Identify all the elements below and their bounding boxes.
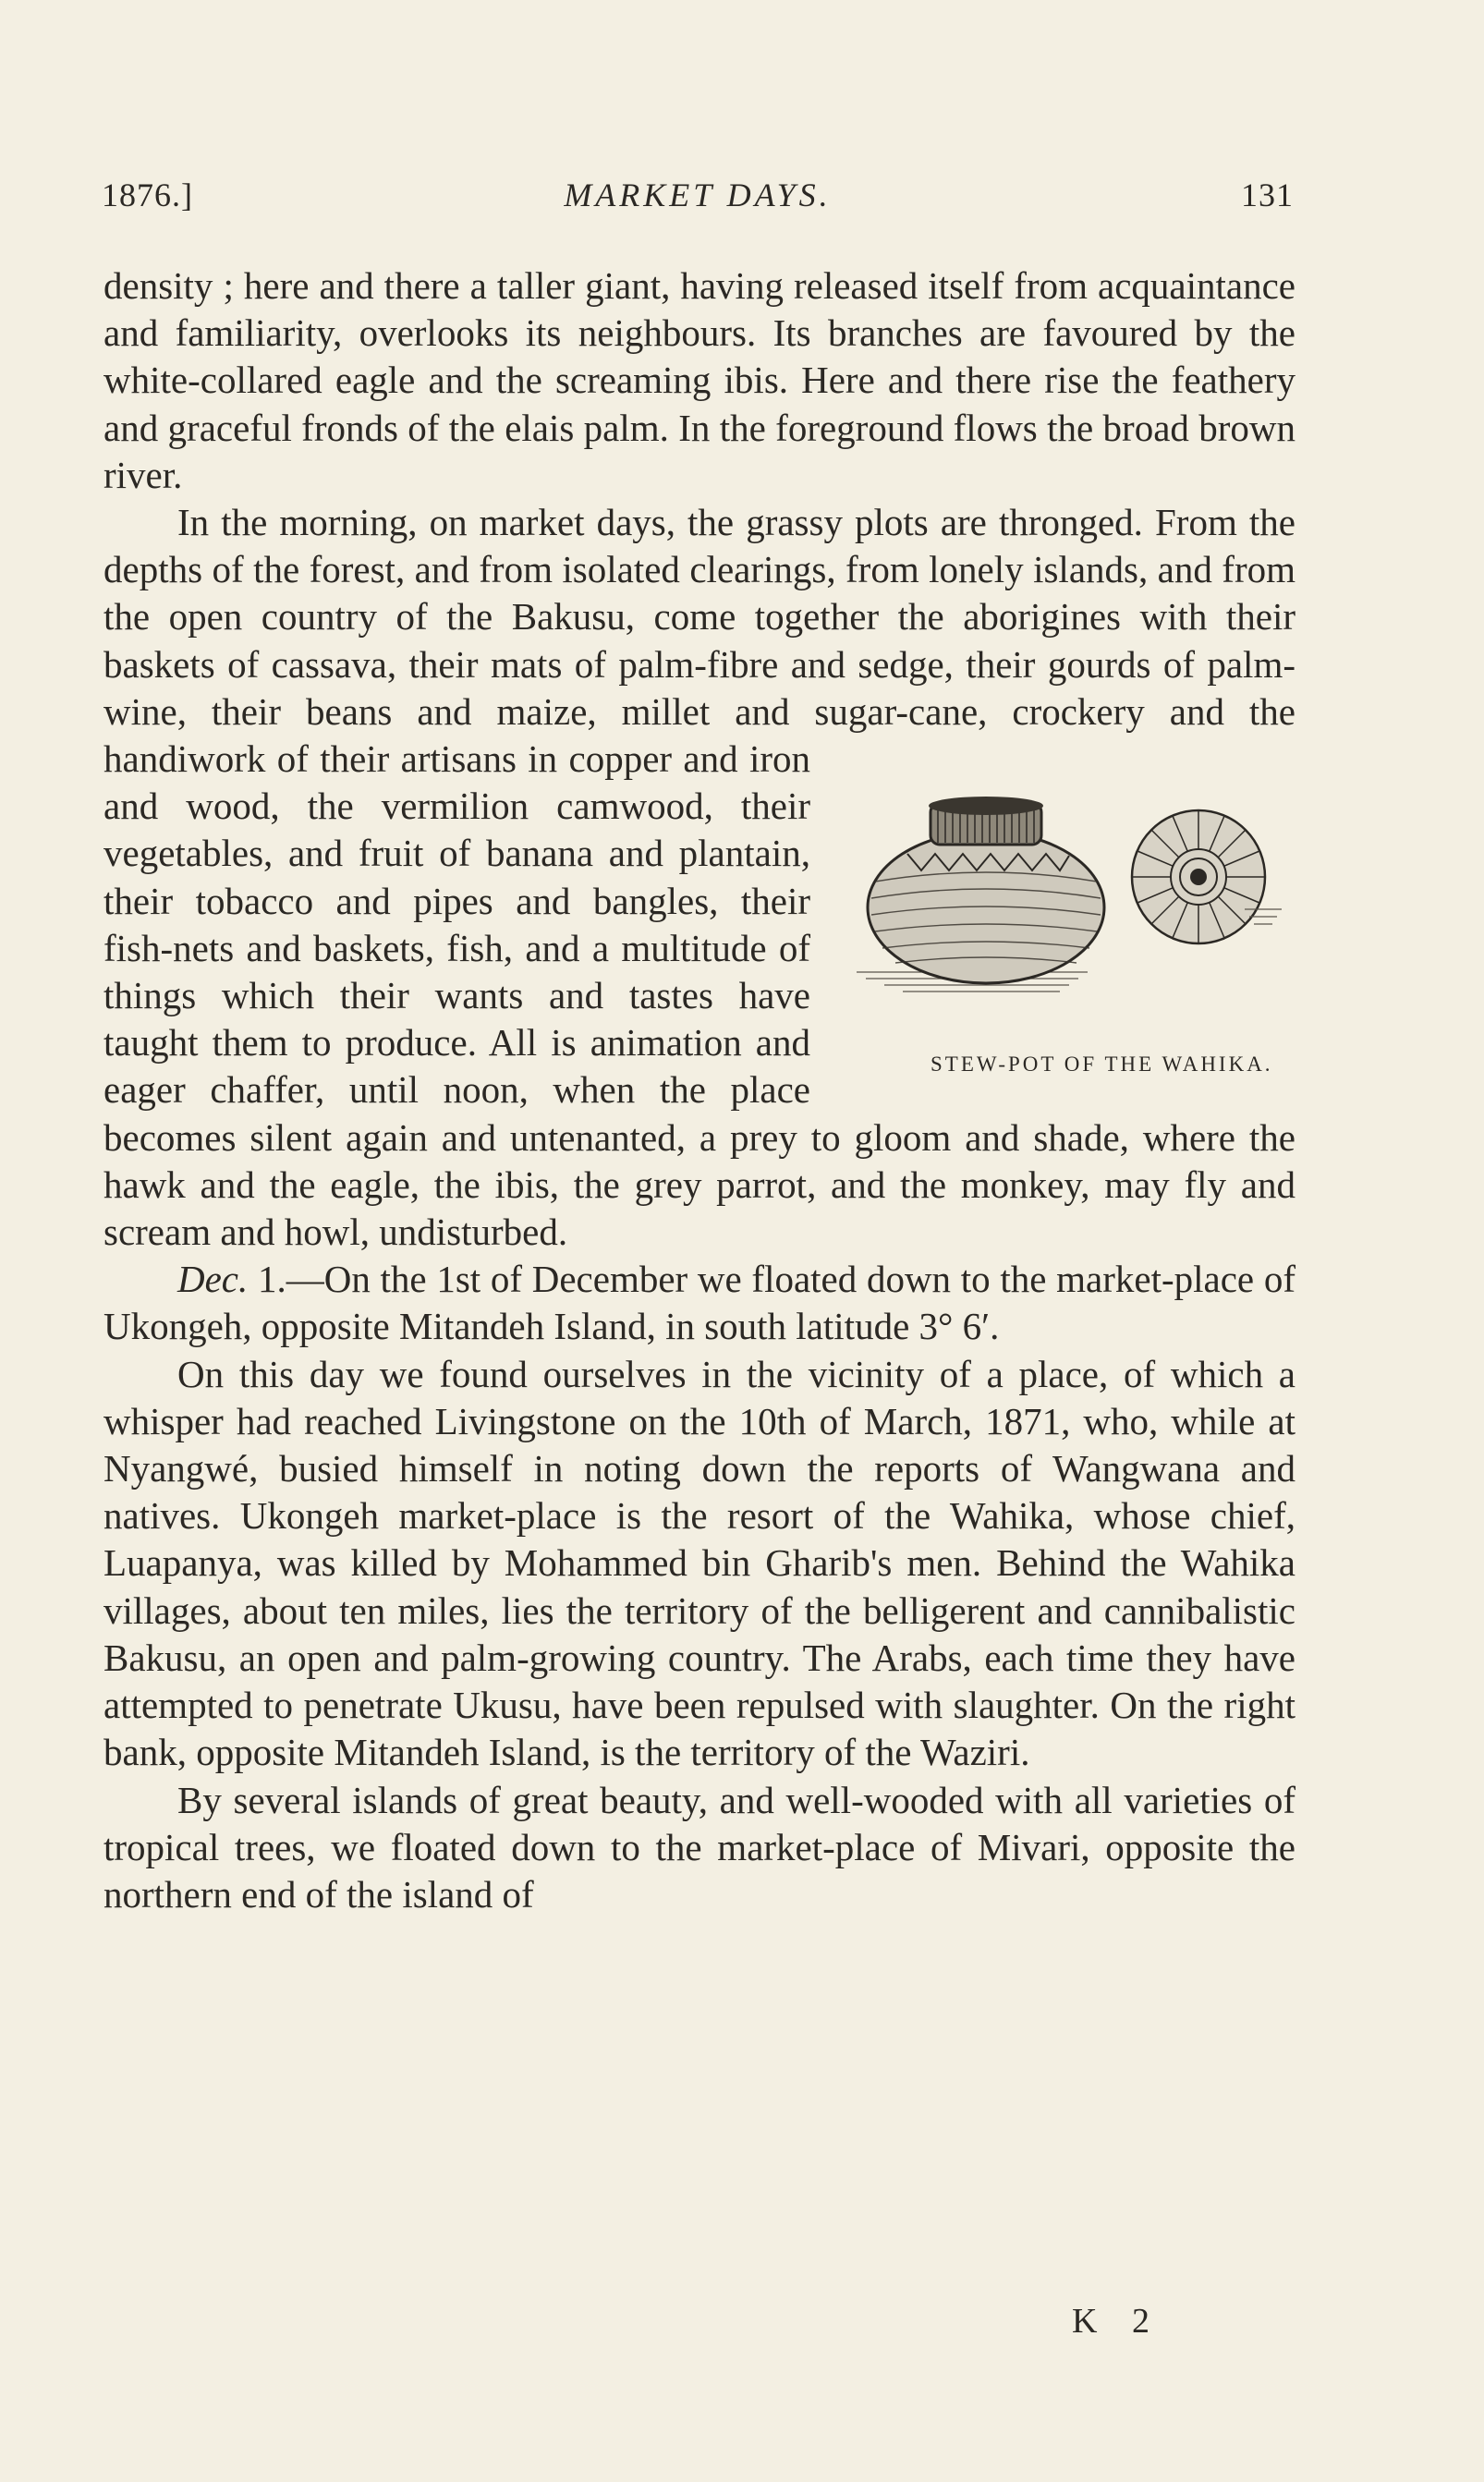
paragraph-3-text: 1.—On the 1st of December we floated down to the market-place of Ukongeh, opposite Mitandeh Island, in south latitude 3° 6′. bbox=[103, 1258, 1295, 1348]
running-title: MARKET DAYS. bbox=[564, 176, 832, 213]
page-number: 131 bbox=[1241, 176, 1294, 213]
stew-pot-illustration bbox=[838, 752, 1295, 1029]
paragraph-2-lead: In the morning, on market days, the grassy plots are thronged. From the depths of the forest, and from isolated clearings, from lonely islands, and from the open country of the Bakusu, come together the aborigines with their baskets of cassava, their mats of palm-fibre and sedge, their gourds of palm-wine, their beans and maize, millet and sugar-cane, bbox=[103, 501, 1295, 733]
paragraph-2-rest: crockery and the handiwork of their artisans in copper and iron and wood, the vermilion camwood, their vegetables, and fruit of banana and plantain, their tobacco and pipes and bangles, their fish-nets and baskets, fish, and a multitude of things which their wants and tastes have taught them to produce. All is animation and eager chaffer, until noon, when the place becomes silent again and untenanted, a prey to gloom and shade, where the hawk and the eagle, the ibis, the grey parrot, and the monkey, may fly and scream and howl, undisturbed. bbox=[103, 689, 1296, 1254]
paragraph-5: By several islands of great beauty, and well-wooded with all varieties of tropical trees, we floated down to the market-place of Mivari, opposite the northern end of the island of bbox=[103, 1778, 1295, 1916]
paragraph-3 bbox=[103, 1256, 1295, 1350]
signature-mark: K 2 bbox=[1072, 2302, 1162, 2341]
figure-caption: STEW-POT OF THE WAHIKA. bbox=[931, 1052, 1273, 1077]
paragraph-1: density ; here and there a taller giant, having released itself from acquaintance and familiarity, overlooks its neighbours. Its branches are favoured by the white-collared eagle and the screaming ibis. Here and there rise the feathery and graceful fronds of the elais palm. In the foreground flows the broad brown river. bbox=[103, 264, 1295, 496]
header-year: 1876.] bbox=[102, 176, 193, 213]
body-text bbox=[103, 262, 1295, 1918]
running-header bbox=[102, 176, 1294, 222]
paragraph-2 bbox=[103, 499, 1295, 1256]
paragraph-4: On this day we found ourselves in the vicinity of a place, of which a whisper had reached Livingstone on the 10th of March, 1871, who, while at Nyangwé, busied himself in noting down the reports of Wangwana and natives. Ukongeh market-place is the resort of the Wahika, whose chief, Luapanya, was killed by Mohammed bin Gharib's men. Behind the Wahika villages, about ten miles, lies the territory of the belligerent and cannibalistic Bakusu, an open and palm-growing country. The Arabs, each time they have attempted to penetrate Ukusu, have been repulsed with slaughter. On the right bank, opposite Mitandeh Island, is the territory of the Waziri. bbox=[103, 1352, 1295, 1774]
date-label: Dec. bbox=[177, 1258, 249, 1301]
stew-pot-figure bbox=[838, 752, 1295, 1085]
